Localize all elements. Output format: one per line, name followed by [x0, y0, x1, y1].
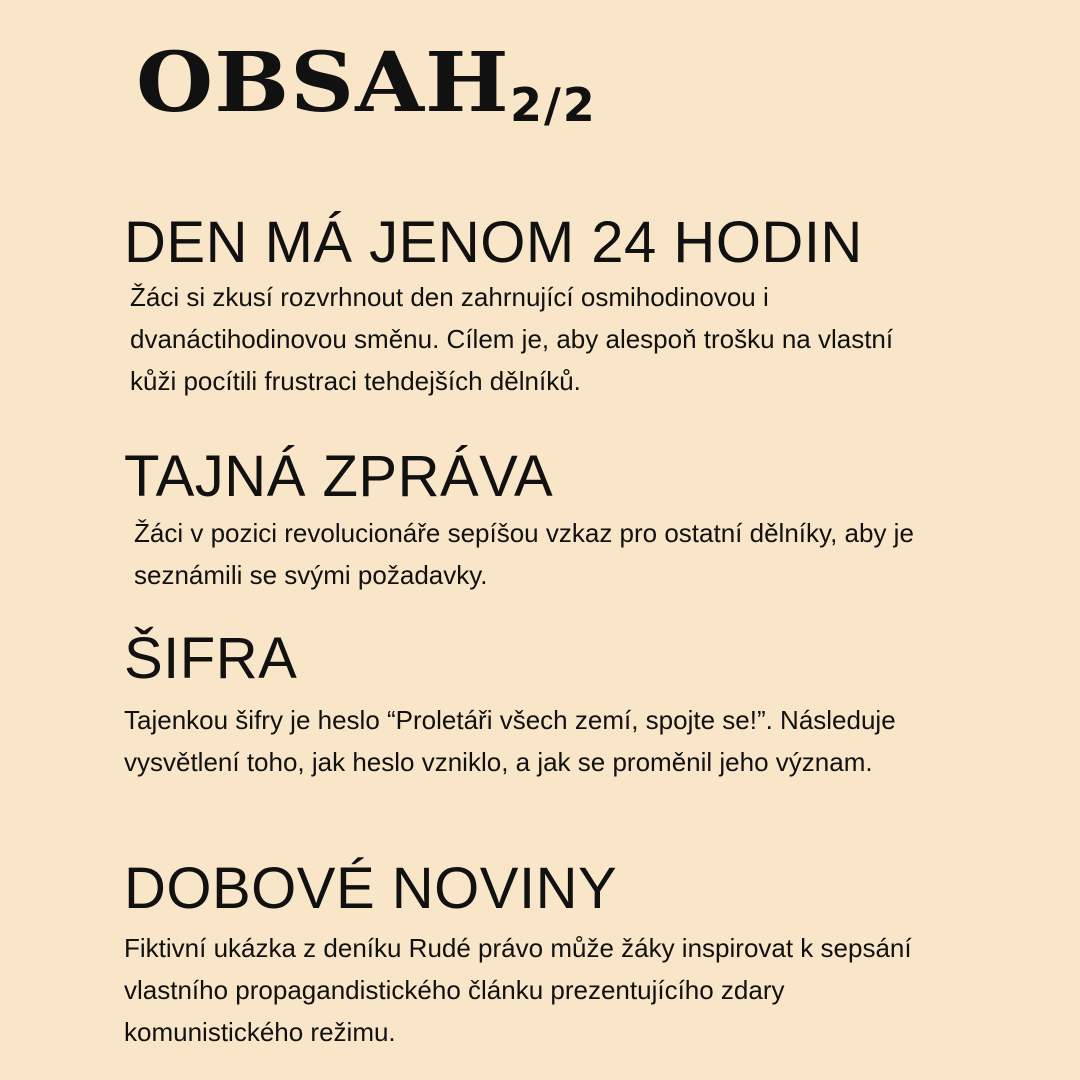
section-text-secret-message: Žáci v pozici revolucionáře sepíšou vzkaz pro ostatní dělníky, aby je seznámili se svými požadavky. [134, 518, 914, 590]
section-text-cipher: Tajenkou šifry je heslo “Proletáři všech zemí, spojte se!”. Následuje vysvětlení toho, jak heslo vzniklo, a jak se proměnil jeho význam. [124, 705, 896, 777]
section-heading-day-24-hours: DEN MÁ JENOM 24 HODIN [124, 210, 863, 275]
page-title: OBSAH [136, 35, 510, 131]
section-heading-secret-message: TAJNÁ ZPRÁVA [124, 444, 554, 509]
section-text-period-newspaper: Fiktivní ukázka z deníku Rudé právo může žáky inspirovat k sepsání vlastního propagandistického článku prezentujícího zdary komunistického režimu. [124, 933, 912, 1047]
section-heading-period-newspaper: DOBOVÉ NOVINY [124, 856, 618, 921]
section-heading-cipher: ŠIFRA [124, 626, 298, 691]
section-text-day-24-hours: Žáci si zkusí rozvrhnout den zahrnující osmihodinovou i dvanáctihodinovou směnu. Cílem je, aby alespoň trošku na vlastní kůži pocítili frustraci tehdejších dělníků. [130, 282, 894, 396]
page-number: 2/2 [510, 78, 597, 132]
